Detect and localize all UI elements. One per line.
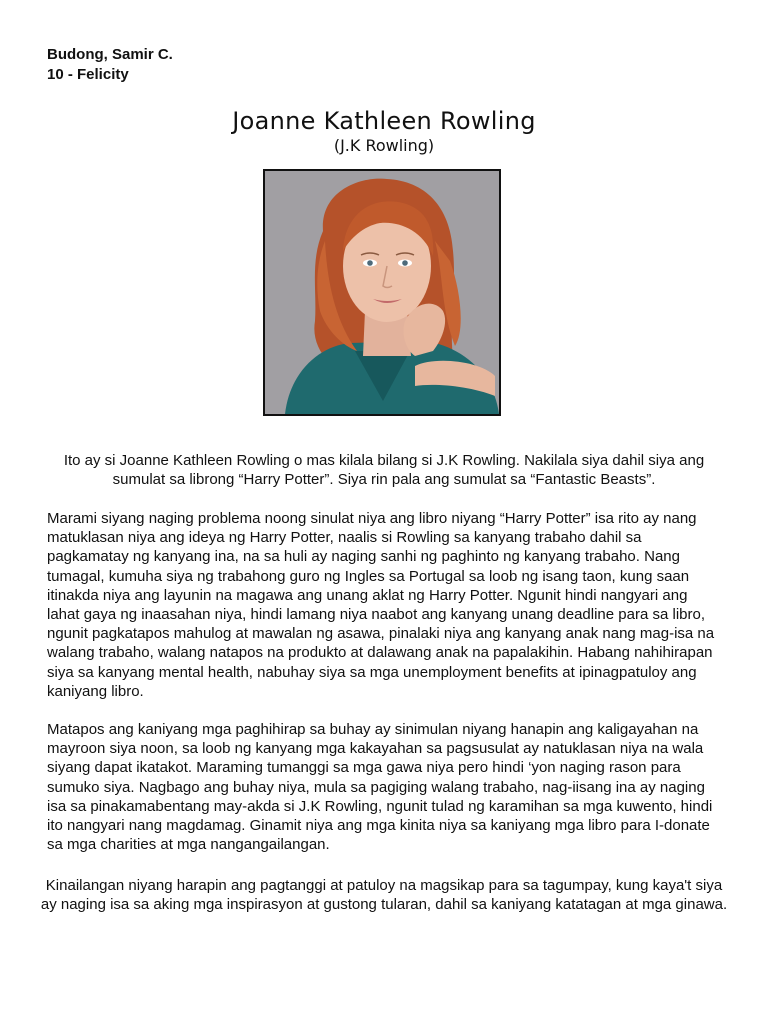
- body-text-1: Marami siyang naging problema noong sinulat niya ang libro niyang “Harry Potter” isa rito ay nang matuklasan niya ang ideya ng Harry Potter, naalis si Rowling sa kanyang trabaho dahil sa pagkamatay ng kanyang ina, na sa huli ay naging sanhi ng paghinto ng kanyang trabaho. Nang tumagal, kumuha siya ng trabahong guro ng Ingles sa Portugal sa loob ng isang taon, kung saan itinakda niya ang layunin na magawa ang unang aklat ng Harry Potter. Ngunit hindi nangyari ang lahat gaya ng inaasahan niya, hindi lamang niya naabot ang kanyang unang deadline para sa libro, ngunit pagkatapos mahulog at mawalan ng asawa, pinalaki niya ang kanyang anak nang mag-isa na walang trabaho, walang natapos na produkto at dalawang anak na papalakihin. Habang nahihirapan siya sa kanyang mental health, nabuhay siya sa mga unemployment benefits at ipinagpatuloy ang kaniyang libro.: [47, 510, 715, 700]
- portrait-illustration: [265, 171, 499, 414]
- student-name: Budong, Samir C.: [47, 46, 173, 63]
- student-header: [47, 45, 173, 85]
- body-text-2: Matapos ang kaniyang mga paghihirap sa buhay ay sinimulan niyang hanapin ang kaligayahan na mayroon siya noon, sa loob ng kanyang mga kakayahan sa pagsusulat ay natuklasan niya na wala siyang dapat ikatakot. Maraming tumanggi sa mga gawa niya pero hindi ‘yon naging rason para sumuko siya. Nagbago ang buhay niya, mula sa pagiging walang trabaho, nag-iisang ina ay naging isa sa pinakamabentang may-akda si J.K Rowling, ngunit tulad ng karamihan sa mga kuwento, hindi ito nangyari nang magdamag. Ginamit niya ang mga kinita niya sa kaniyang mga libro para I-donate sa mga charities at mga nangangailangan.: [47, 721, 713, 854]
- portrait-photo: [263, 169, 501, 416]
- document-subtitle: (J.K Rowling): [333, 136, 435, 155]
- conclusion-text: Kinailangan niyang harapin ang pagtanggi at patuloy na magsikap para sa tagumpay, kung kaya't siya ay naging isa sa aking mga inspirasyon at gustong tularan, dahil sa kaniyang katatagan at mga ginawa.: [40, 877, 728, 914]
- body-paragraph-1: [47, 509, 723, 701]
- conclusion-paragraph: [40, 876, 728, 914]
- student-section: 10 - Felicity: [47, 66, 129, 83]
- intro-paragraph: [40, 451, 728, 489]
- title-block: [0, 106, 768, 156]
- body-paragraph-2: [47, 720, 723, 854]
- intro-text: Ito ay si Joanne Kathleen Rowling o mas kilala bilang si J.K Rowling. Nakilala siya dahil siya ang sumulat sa librong “Harry Potter”. Siya rin pala ang sumulat sa “Fantastic Beasts”.: [63, 452, 705, 489]
- document-title: Joanne Kathleen Rowling: [232, 107, 536, 135]
